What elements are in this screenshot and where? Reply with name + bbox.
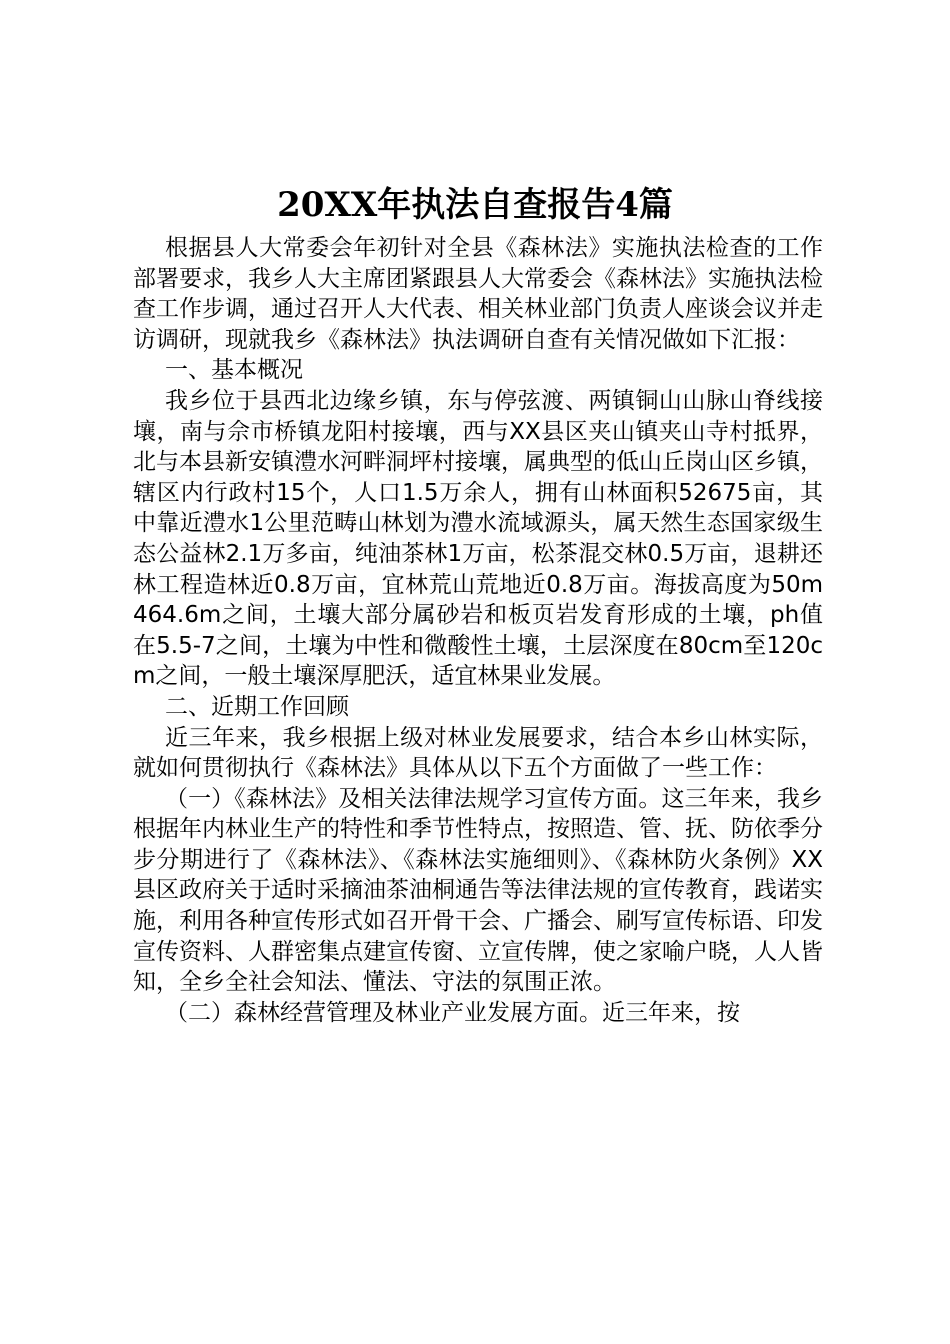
paragraph-review-intro: 近三年来，我乡根据上级对林业发展要求，结合本乡山林实际，就如何贯彻执行《森林法》具体从以下五个方面做了一些工作： — [133, 724, 823, 782]
paragraph-intro: 根据县人大常委会年初针对全县《森林法》实施执法检查的工作部署要求，我乡人大主席团紧跟县人大常委会《森林法》实施执法检查工作步调，通过召开人大代表、相关林业部门负责人座谈会议并走访调研，现就我乡《森林法》执法调研自查有关情况做如下汇报： — [133, 235, 823, 353]
paragraph-item-1: （一）《森林法》及相关法律法规学习宣传方面。这三年来，我乡根据年内林业生产的特性和季节性特点，按照造、管、抚、防依季分步分期进行了《森林法》、《森林法实施细则》、《森林防火条例》XX县区政府关于适时采摘油茶油桐通告等法律法规的宣传教育，践诺实施，利用各种宣传形式如召开骨干会、广播会、刷写宣传标语、印发宣传资料、人群密集点建宣传窗、立宣传牌，使之家喻户晓，人人皆知，全乡全社会知法、懂法、守法的氛围正浓。 — [133, 785, 823, 996]
paragraph-overview: 我乡位于县西北边缘乡镇，东与停弦渡、两镇铜山山脉山脊线接壤，南与佘市桥镇龙阳村接壤，西与XX县区夹山镇夹山寺村抵界，北与本县新安镇澧水河畔洞坪村接壤，属典型的低山丘岗山区乡镇，辖区内行政村15个，人口1.5万余人，拥有山林面积52675亩，其中靠近澧水1公里范畴山林划为澧水流域源头，属天然生态国家级生态公益林2.1万多亩，纯油茶林1万亩，松茶混交林0.5万亩，退耕还林工程造林近0.8万亩，宜林荒山荒地近0.8万亩。海拔高度为50m464.6m之间，土壤大部分属砂岩和板页岩发育形成的土壤，ph值在5.5-7之间，土壤为中性和微酸性土壤，土层深度在80cm至120cm之间，一般土壤深厚肥沃，适宜林果业发展。 — [133, 387, 823, 690]
document-title: 20XX年执法自查报告4篇 — [277, 185, 673, 225]
section-heading-review: 二、近期工作回顾 — [165, 693, 349, 720]
section-heading-overview: 一、基本概况 — [165, 357, 303, 384]
paragraph-item-2: （二）森林经营管理及林业产业发展方面。近三年来，按 — [165, 999, 740, 1026]
document-body — [133, 233, 823, 1028]
